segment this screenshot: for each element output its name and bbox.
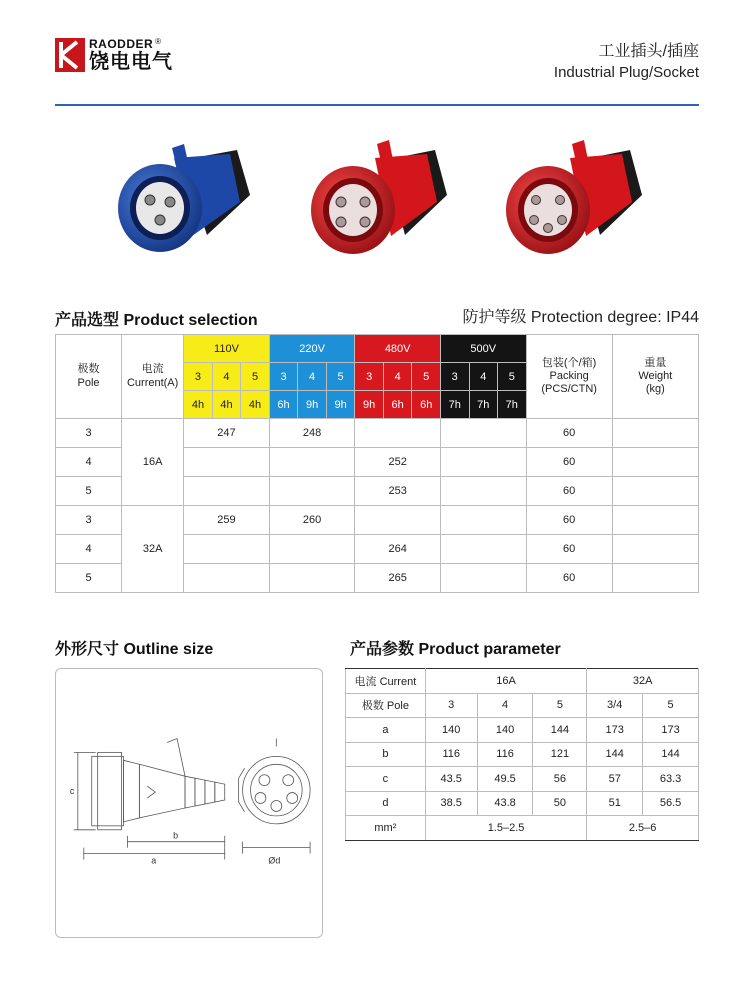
dim-c-label: c: [69, 786, 75, 797]
table-row: [346, 693, 699, 718]
dim-value: 57: [587, 767, 643, 792]
logo-cn-text: 饶电电气: [89, 51, 173, 73]
table-row: [346, 791, 699, 816]
voltage-500-header: 500V: [440, 335, 526, 363]
model-500-value: [440, 564, 526, 593]
pole-value: 5: [56, 477, 122, 506]
packing-value: 60: [526, 535, 612, 564]
pole-cell: 4: [383, 363, 412, 391]
hour-cell: 4h: [212, 391, 241, 419]
packing-value: 60: [526, 419, 612, 448]
hour-cell: 6h: [383, 391, 412, 419]
dim-value: 144: [533, 718, 587, 743]
dim-value: 144: [587, 742, 643, 767]
table-row: [346, 669, 699, 694]
pole-cell: 3: [355, 363, 384, 391]
selection-title: 产品选型 Product selection: [55, 312, 258, 329]
logo-registered-mark: ®: [155, 37, 162, 46]
model-110-value: 259: [184, 506, 270, 535]
model-110-value: [184, 477, 270, 506]
model-220-value: 260: [269, 506, 355, 535]
packing-value: 60: [526, 564, 612, 593]
dim-value: 116: [425, 742, 477, 767]
dim-value: 140: [425, 718, 477, 743]
dim-value: 43.5: [425, 767, 477, 792]
model-500-value: [440, 419, 526, 448]
dim-value: 56: [533, 767, 587, 792]
packing-value: 60: [526, 477, 612, 506]
blue-plug-image: [112, 140, 262, 270]
hour-cell: 9h: [326, 391, 355, 419]
model-480-value: 264: [355, 535, 441, 564]
packing-value: 60: [526, 506, 612, 535]
dim-value: 50: [533, 791, 587, 816]
model-110-value: [184, 448, 270, 477]
model-110-value: 247: [184, 419, 270, 448]
hour-cell: 7h: [440, 391, 469, 419]
model-500-value: [440, 506, 526, 535]
dim-a-label: a: [151, 855, 157, 866]
dim-value: 173: [587, 718, 643, 743]
pole-label: 极数 Pole: [346, 693, 426, 718]
current-16a: 16A: [425, 669, 587, 694]
pole-value: 4: [477, 693, 533, 718]
weight-value: [612, 448, 698, 477]
dim-label: a: [346, 718, 426, 743]
header-divider: [55, 104, 699, 106]
weight-value: [612, 477, 698, 506]
model-110-value: [184, 535, 270, 564]
table-row: [346, 767, 699, 792]
table-row: [56, 419, 699, 448]
dim-label: d: [346, 791, 426, 816]
pole-cell: 5: [498, 363, 527, 391]
hour-cell: 9h: [298, 391, 327, 419]
dim-value: 38.5: [425, 791, 477, 816]
dim-value: 43.8: [477, 791, 533, 816]
pole-value: 3: [56, 506, 122, 535]
voltage-220-header: 220V: [269, 335, 355, 363]
dim-value: 121: [533, 742, 587, 767]
dim-value: 49.5: [477, 767, 533, 792]
table-row: [346, 816, 699, 841]
weight-value: [612, 506, 698, 535]
parameter-title: 产品参数 Product parameter: [350, 641, 561, 658]
pole-value: 3: [425, 693, 477, 718]
protection-degree: 防护等级 Protection degree: IP44: [462, 309, 699, 326]
hour-cell: 9h: [355, 391, 384, 419]
dim-value: 51: [587, 791, 643, 816]
col-packing-header: 包装(个/箱) Packing (PCS/CTN): [526, 335, 612, 419]
mm-label: mm²: [346, 816, 426, 841]
pole-value: 5: [56, 564, 122, 593]
brand-logo: [55, 38, 173, 72]
model-480-value: 265: [355, 564, 441, 593]
weight-value: [612, 535, 698, 564]
hour-cell: 6h: [269, 391, 298, 419]
page-title: [554, 38, 699, 81]
hour-cell: 6h: [412, 391, 441, 419]
hour-cell: 7h: [469, 391, 498, 419]
model-220-value: [269, 564, 355, 593]
model-220-value: [269, 535, 355, 564]
weight-value: [612, 419, 698, 448]
pole-value: 3: [56, 419, 122, 448]
logo-mark-icon: [55, 38, 85, 72]
pole-cell: 5: [326, 363, 355, 391]
voltage-480-header: 480V: [355, 335, 441, 363]
outline-title: 外形尺寸 Outline size: [55, 641, 214, 658]
model-480-value: [355, 419, 441, 448]
pole-cell: 4: [212, 363, 241, 391]
current-32a: 32A: [587, 669, 699, 694]
model-110-value: [184, 564, 270, 593]
model-220-value: 248: [269, 419, 355, 448]
mm-32a-value: 2.5–6: [587, 816, 699, 841]
mm-16a-value: 1.5–2.5: [425, 816, 587, 841]
table-row: [56, 506, 699, 535]
pole-cell: 3: [184, 363, 213, 391]
pole-cell: 3: [269, 363, 298, 391]
pole-value: 4: [56, 448, 122, 477]
dim-value: 56.5: [643, 791, 699, 816]
pole-cell: 3: [440, 363, 469, 391]
dim-value: 63.3: [643, 767, 699, 792]
model-500-value: [440, 477, 526, 506]
pole-cell: 4: [298, 363, 327, 391]
packing-value: 60: [526, 448, 612, 477]
pole-value: 3/4: [587, 693, 643, 718]
selection-table: [55, 334, 699, 593]
col-current-header: 电流 Current(A): [122, 335, 184, 419]
hour-cell: 4h: [184, 391, 213, 419]
outline-drawing: [55, 668, 323, 938]
model-220-value: [269, 448, 355, 477]
parameter-table: [345, 668, 699, 841]
logo-en-text: RAODDER: [89, 37, 154, 51]
hour-cell: 7h: [498, 391, 527, 419]
model-500-value: [440, 535, 526, 564]
dim-label: b: [346, 742, 426, 767]
pole-value: 4: [56, 535, 122, 564]
page-title-cn: 工业插头/插座: [598, 43, 699, 60]
pole-cell: 5: [412, 363, 441, 391]
col-pole-header: 极数 Pole: [56, 335, 122, 419]
model-220-value: [269, 477, 355, 506]
dim-d-label: Ød: [268, 855, 281, 866]
page-title-en: Industrial Plug/Socket: [553, 64, 699, 81]
model-480-value: [355, 506, 441, 535]
table-row: [346, 742, 699, 767]
dim-value: 144: [643, 742, 699, 767]
pole-cell: 5: [241, 363, 270, 391]
dim-value: 140: [477, 718, 533, 743]
model-480-value: 252: [355, 448, 441, 477]
dim-value: 116: [477, 742, 533, 767]
pole-value: 5: [643, 693, 699, 718]
dim-value: 173: [643, 718, 699, 743]
dim-b-label: b: [173, 830, 179, 841]
pole-cell: 4: [469, 363, 498, 391]
table-row: [346, 718, 699, 743]
current-value: 32A: [122, 506, 184, 593]
dim-label: c: [346, 767, 426, 792]
current-label: 电流 Current: [346, 669, 426, 694]
red-plug-5pole-image: [500, 140, 650, 270]
red-plug-4pole-image: [305, 140, 455, 270]
pole-value: 5: [533, 693, 587, 718]
model-480-value: 253: [355, 477, 441, 506]
current-value: 16A: [122, 419, 184, 506]
model-500-value: [440, 448, 526, 477]
hour-cell: 4h: [241, 391, 270, 419]
weight-value: [612, 564, 698, 593]
col-weight-header: 重量 Weight (kg): [612, 335, 698, 419]
voltage-110-header: 110V: [184, 335, 270, 363]
